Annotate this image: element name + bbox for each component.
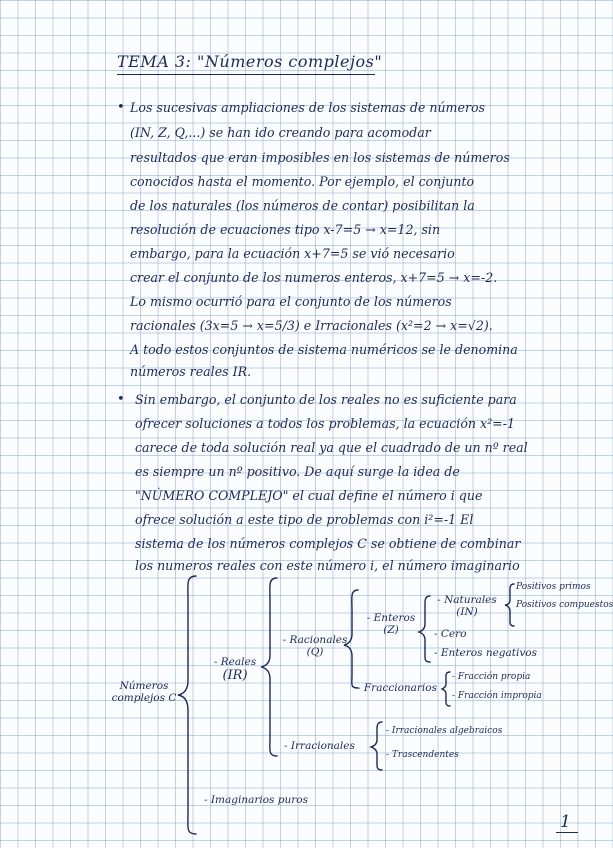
- paragraph2-line: "NÚMERO COMPLEJO" el cual define el número i que: [135, 488, 483, 503]
- tree-braces: [0, 570, 600, 848]
- paragraph1-line: Lo mismo ocurrió para el conjunto de los números: [130, 294, 452, 309]
- paragraph2-line: es siempre un nº positivo. De aquí surge la idea de: [135, 464, 460, 479]
- brace-fraccionarios: [442, 672, 450, 706]
- page-title: TEMA 3: "Números complejos": [117, 52, 383, 71]
- paragraph1-line: embargo, para la ecuación x+7=5 se vió necesario: [130, 246, 455, 261]
- node-enteros: [360, 612, 422, 636]
- node-racionales-symbol: (Q): [306, 646, 324, 658]
- node-naturales: [432, 594, 502, 618]
- node-complejos: [104, 680, 184, 704]
- paragraph2-line: sistema de los números complejos C se obtiene de combinar: [135, 536, 521, 551]
- page-number: 1: [560, 812, 571, 832]
- node-reales-symbol: (IR): [222, 668, 248, 683]
- paragraph1-line: (IN, Z, Q,...) se han ido creando para acomodar: [130, 125, 431, 140]
- number-classification-tree: [0, 570, 613, 848]
- node-enteros-negativos: - Enteros negativos: [434, 647, 537, 659]
- node-enteros-symbol: (Z): [383, 624, 399, 636]
- node-naturales-label: - Naturales: [437, 594, 497, 606]
- paragraph1-line: resultados que eran imposibles en los sistemas de números: [130, 150, 510, 165]
- node-fraccionarios: - Fraccionarios: [357, 682, 438, 694]
- brace-irracionales: [371, 722, 382, 770]
- node-reales-label: - Reales: [213, 656, 257, 668]
- node-cero: - Cero: [434, 628, 467, 640]
- node-imaginarios: - Imaginarios puros: [204, 794, 308, 806]
- node-positivos-primos: Positivos primos: [516, 582, 591, 592]
- paragraph2-line: los numeros reales con este número i, el número imaginario: [135, 558, 520, 573]
- node-irracionales: - Irracionales: [284, 740, 355, 752]
- brace-complex: [178, 576, 196, 834]
- node-racionales-label: - Racionales: [282, 634, 348, 646]
- title-underline: [117, 74, 375, 75]
- paragraph1-line: resolución de ecuaciones tipo x-7=5 → x=12, sin: [130, 222, 441, 237]
- node-reales: [200, 656, 270, 683]
- paragraph2-line: Sin embargo, el conjunto de los reales no es suficiente para: [135, 392, 517, 407]
- node-enteros-label: - Enteros: [366, 612, 416, 624]
- node-positivos-compuestos: Positivos compuestos: [516, 600, 613, 610]
- paragraph1-line: A todo estos conjuntos de sistema numéricos se le denomina: [130, 342, 518, 357]
- paragraph1-line: conocidos hasta el momento. Por ejemplo, el conjunto: [130, 174, 475, 189]
- paragraph2-line: ofrece solución a este tipo de problemas con i²=-1 El: [135, 512, 474, 527]
- paragraph1-line: Los sucesivas ampliaciones de los sistemas de números: [130, 100, 486, 115]
- node-trascendentes: - Trascendentes: [386, 750, 459, 760]
- paragraph1-line: racionales (3x=5 → x=5/3) e Irracionales (x²=2 → x=√2).: [130, 318, 493, 333]
- node-fraccion-propia: - Fracción propia: [452, 672, 531, 682]
- bullet-2: •: [117, 392, 125, 407]
- bullet-1: •: [117, 100, 125, 115]
- paragraph2-line: carece de toda solución real ya que el cuadrado de un nº real: [135, 440, 528, 455]
- brace-naturales: [505, 584, 514, 626]
- paragraph1-line: crear el conjunto de los numeros enteros, x+7=5 → x=-2.: [130, 270, 498, 285]
- node-naturales-symbol: (IN): [456, 606, 478, 618]
- node-fraccion-impropia: - Fracción impropia: [452, 691, 542, 701]
- paragraph1-line: de los naturales (los números de contar) posibilitan la: [130, 198, 475, 213]
- node-irracionales-algebraicos: - Irracionales algebraicos: [386, 726, 503, 736]
- paragraph2-line: ofrecer soluciones a todos los problemas, la ecuación x²=-1: [135, 416, 516, 431]
- page-number-underline: [556, 832, 578, 833]
- node-racionales: [280, 634, 350, 658]
- node-complejos-label: Números: [119, 680, 169, 692]
- paragraph1-line: números reales IR.: [130, 364, 252, 379]
- node-complejos-symbol: complejos C: [111, 692, 177, 704]
